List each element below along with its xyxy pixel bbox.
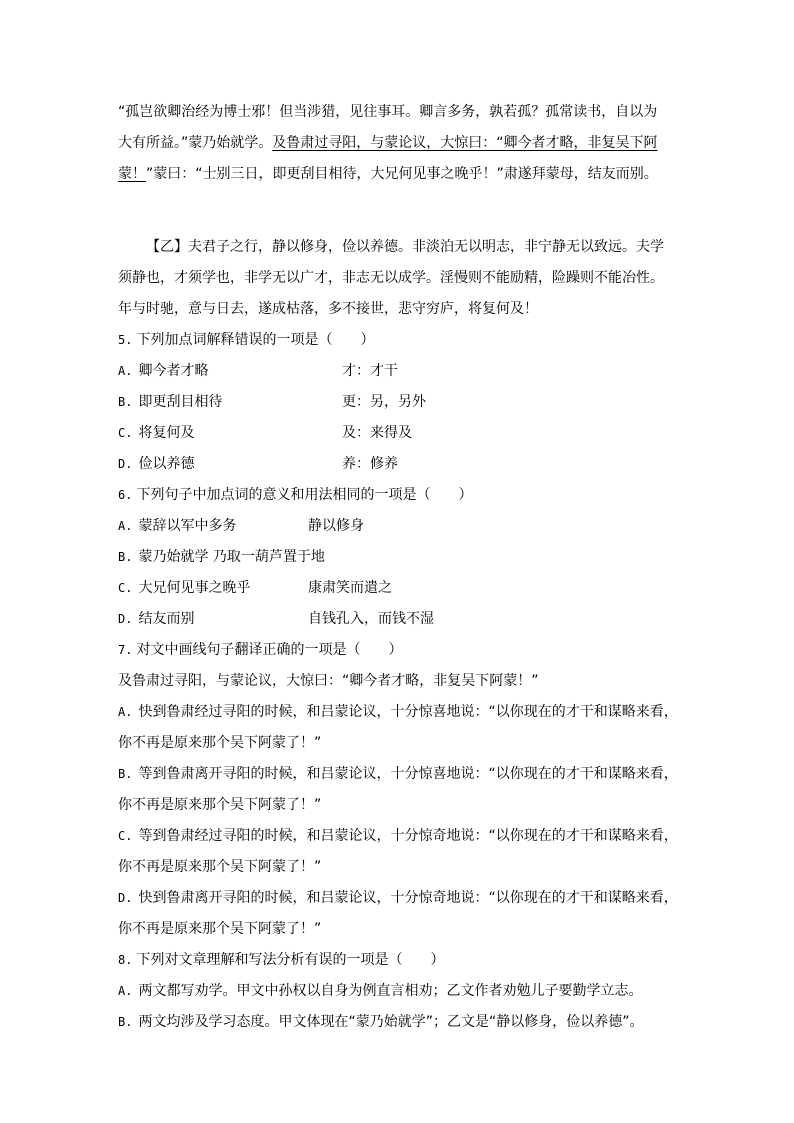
option-b[interactable]: [118, 387, 683, 418]
option-text: 等到鲁肃离开寻阳的时候，和吕蒙论议，十分惊喜地说：“以你现在的才干和谋略来看，: [138, 766, 678, 782]
question-stem: [118, 325, 683, 356]
option-text: 结友而别: [138, 611, 195, 627]
question-text: 对文中画线句子翻译正确的一项是（ ）: [136, 642, 403, 658]
question-stem: [118, 945, 683, 976]
option-label: B.: [118, 550, 133, 564]
option-a[interactable]: [118, 511, 683, 542]
option-c[interactable]: [118, 418, 683, 449]
option-explanation: 及：来得及: [342, 425, 412, 441]
question-number: 5.: [118, 333, 133, 347]
document-page: [118, 97, 683, 1038]
question-number: 8.: [118, 953, 133, 967]
option-explanation: 养：修养: [342, 456, 398, 472]
underlined-sentence: 及鲁肃过寻阳，与蒙论议，大惊曰：“卿今者才略，非复吴下阿: [272, 135, 658, 151]
option-b[interactable]: [118, 759, 683, 821]
option-text: 两文均涉及学习态度。甲文体现在“蒙乃始就学”；乙文是“静以修身，俭以养德”。: [138, 1014, 644, 1030]
option-a[interactable]: [118, 697, 683, 759]
option-label: D.: [118, 612, 133, 626]
option-text-cont: 你不再是原来那个吴下阿蒙了！”: [118, 859, 322, 875]
option-label: C.: [118, 829, 133, 843]
option-text: 快到鲁肃离开寻阳的时候，和吕蒙论议，十分惊奇地说：“以你现在的才干和谋略来看，: [138, 890, 678, 906]
option-compare: 静以修身: [308, 518, 364, 534]
quoted-sentence: 及鲁肃过寻阳，与蒙论议，大惊曰：“卿今者才略，非复吴下阿蒙！”: [118, 673, 539, 689]
option-explanation: 才：才干: [342, 363, 398, 379]
question-number: 7.: [118, 643, 133, 657]
question-text: 下列对文章理解和写法分析有误的一项是（ ）: [136, 952, 445, 968]
option-b[interactable]: [118, 1007, 683, 1038]
option-label: D.: [118, 457, 133, 471]
option-label: B.: [118, 395, 133, 409]
option-text: 蒙乃始就学 乃取一葫芦置于地: [138, 549, 325, 565]
question-stem: [118, 480, 683, 511]
option-text: 即更刮目相待: [138, 394, 223, 410]
option-a[interactable]: [118, 976, 683, 1007]
option-text: 俭以养德: [138, 456, 195, 472]
passage-line: [118, 128, 683, 159]
question-7: [118, 635, 683, 945]
question-8: [118, 945, 683, 1038]
option-text-cont: 你不再是原来那个吴下阿蒙了！”: [118, 921, 322, 937]
passage-line: 须静也，才须学也，非学无以广才，非志无以成学。淫慢则不能励精，险躁则不能冶性。: [118, 270, 664, 286]
spacer: [118, 190, 683, 232]
option-label: C.: [118, 426, 133, 440]
option-text: 两文都写劝学。甲文中孙权以自身为例直言相劝；乙文作者劝勉儿子要勤学立志。: [138, 983, 643, 999]
option-label: A.: [118, 364, 133, 378]
passage-line: 年与时驰，意与日去，遂成枯落，多不接世，悲守穷庐，将复何及！: [118, 301, 538, 317]
option-d[interactable]: [118, 449, 683, 480]
option-c[interactable]: [118, 821, 683, 883]
option-compare: 康肃笑而遣之: [308, 580, 392, 596]
option-label: A.: [118, 705, 133, 719]
option-label: D.: [118, 891, 133, 905]
option-label: A.: [118, 984, 133, 998]
option-text-cont: 你不再是原来那个吴下阿蒙了！”: [118, 735, 322, 751]
passage-text: ”蒙曰：“士别三日，即更刮目相待，大兄何见事之晚乎！”肃遂拜蒙母，结友而别。: [146, 166, 658, 182]
option-text-cont: 你不再是原来那个吴下阿蒙了！”: [118, 797, 322, 813]
question-6: [118, 480, 683, 635]
option-label: B.: [118, 767, 133, 781]
passage-text: 大有所益。”蒙乃始就学。: [118, 135, 273, 151]
option-b[interactable]: [118, 542, 683, 573]
option-explanation: 更：另，另外: [342, 394, 426, 410]
question-text: 下列加点词解释错误的一项是（ ）: [136, 332, 375, 348]
option-label: B.: [118, 1015, 133, 1029]
option-a[interactable]: [118, 356, 683, 387]
passage-line: 【乙】夫君子之行，静以修身，俭以养德。非淡泊无以明志，非宁静无以致远。夫学: [146, 239, 664, 255]
option-text: 卿今者才略: [138, 363, 209, 379]
question-number: 6.: [118, 488, 133, 502]
option-text: 大兄何见事之晚乎: [138, 580, 251, 596]
passage-yi: [118, 232, 683, 325]
question-text: 下列句子中加点词的意义和用法相同的一项是（ ）: [136, 487, 473, 503]
passage-line: [118, 159, 683, 190]
option-d[interactable]: [118, 604, 683, 635]
passage-line: “孤岂欲卿治经为博士邪！但当涉猎，见往事耳。卿言多务，孰若孤？孤常读书，自以为: [118, 104, 658, 120]
passage-jia: [118, 97, 683, 190]
option-label: C.: [118, 581, 133, 595]
option-compare: 自钱孔入，而钱不湿: [308, 611, 434, 627]
option-text: 蒙辞以军中多务: [138, 518, 237, 534]
option-text: 快到鲁肃经过寻阳的时候，和吕蒙论议，十分惊喜地说：“以你现在的才干和谋略来看，: [138, 704, 678, 720]
option-c[interactable]: [118, 573, 683, 604]
question-5: [118, 325, 683, 480]
option-label: A.: [118, 519, 133, 533]
underlined-sentence: 蒙！: [118, 166, 146, 182]
option-d[interactable]: [118, 883, 683, 945]
question-stem: [118, 635, 683, 666]
option-text: 等到鲁肃经过寻阳的时候，和吕蒙论议，十分惊奇地说：“以你现在的才干和谋略来看，: [138, 828, 678, 844]
option-text: 将复何及: [138, 425, 195, 441]
